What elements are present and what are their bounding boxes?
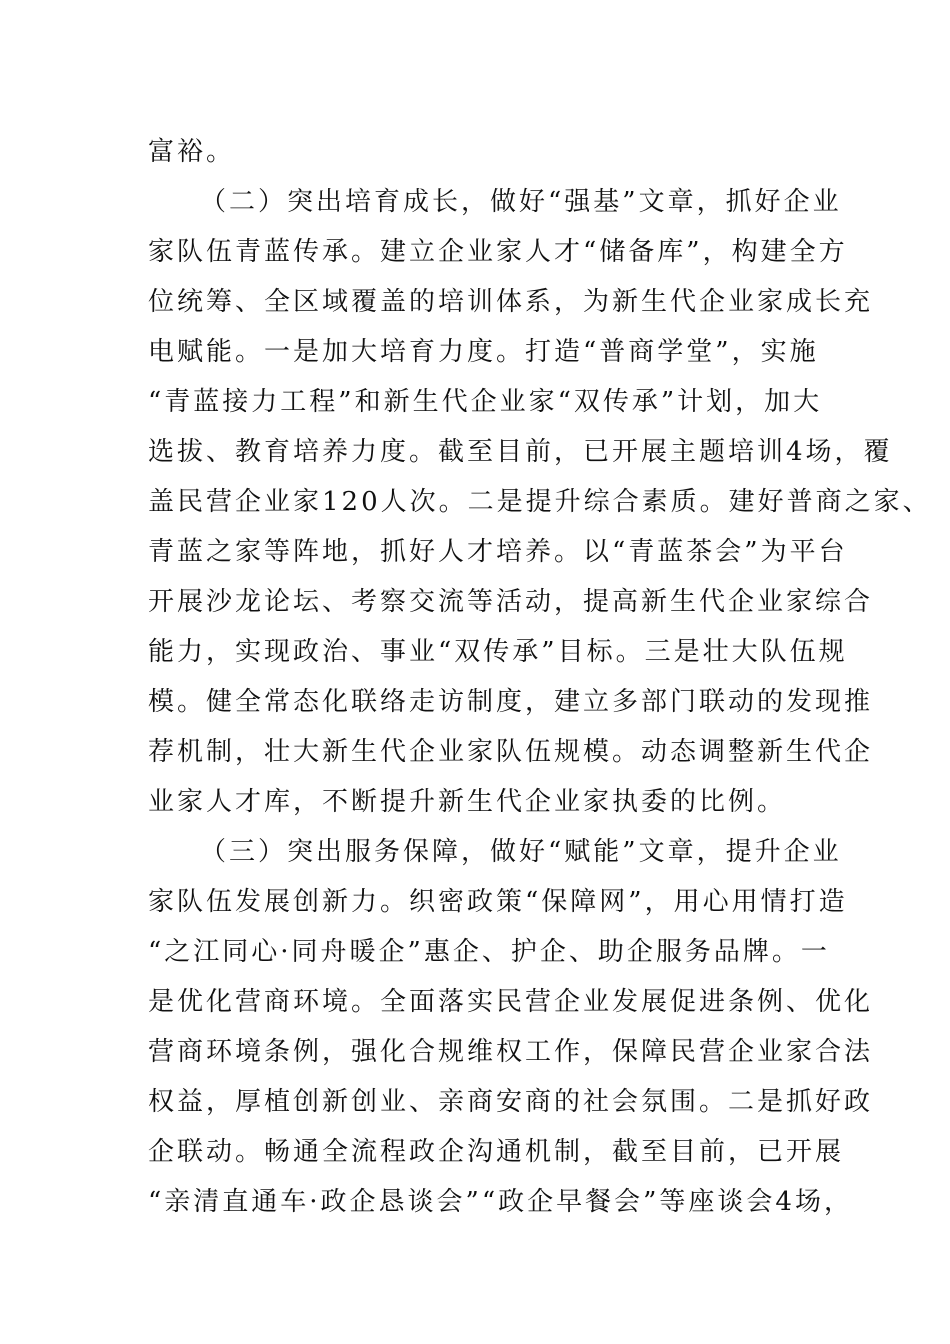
text-line: 开展沙龙论坛、考察交流等活动，提高新生代企业家综合 bbox=[148, 587, 874, 617]
text-line: 营商环境条例，强化合规维权工作，保障民营企业家合法 bbox=[148, 1037, 874, 1067]
text-line: 荐机制，壮大新生代企业家队伍规模。动态调整新生代企 bbox=[148, 737, 874, 767]
text-line: 选拔、教育培养力度。截至目前，已开展主题培训4场，覆 bbox=[148, 437, 893, 467]
text-line: （二）突出培育成长，做好“强基”文章，抓好企业 bbox=[200, 187, 842, 217]
text-line: 能力，实现政治、事业“双传承”目标。三是壮大队伍规 bbox=[148, 637, 848, 667]
text-line: 是优化营商环境。全面落实民营企业发展促进条例、优化 bbox=[148, 987, 874, 1017]
text-line: 富裕。 bbox=[148, 137, 236, 167]
text-line: 盖民营企业家120人次。二是提升综合素质。建好普商之家、 bbox=[148, 487, 932, 517]
text-line: 位统筹、全区域覆盖的培训体系，为新生代企业家成长充 bbox=[148, 287, 874, 317]
text-line: “亲清直通车·政企恳谈会”“政企早餐会”等座谈会4场， bbox=[148, 1187, 853, 1217]
text-line: 业家人才库，不断提升新生代企业家执委的比例。 bbox=[148, 787, 787, 817]
text-line: 青蓝之家等阵地，抓好人才培养。以“青蓝茶会”为平台 bbox=[148, 537, 848, 567]
text-line: “青蓝接力工程”和新生代企业家“双传承”计划，加大 bbox=[148, 387, 823, 417]
text-line: 权益，厚植创新创业、亲商安商的社会氛围。二是抓好政 bbox=[148, 1087, 874, 1117]
text-line: 企联动。畅通全流程政企沟通机制，截至目前，已开展 bbox=[148, 1137, 845, 1167]
text-line: （三）突出服务保障，做好“赋能”文章，提升企业 bbox=[200, 837, 842, 867]
text-line: 家队伍青蓝传承。建立企业家人才“储备库”，构建全方 bbox=[148, 237, 848, 267]
text-line: “之江同心·同舟暖企”惠企、护企、助企服务品牌。一 bbox=[148, 937, 830, 967]
text-line: 家队伍发展创新力。织密政策“保障网”，用心用情打造 bbox=[148, 887, 848, 917]
text-line: 电赋能。一是加大培育力度。打造“普商学堂”，实施 bbox=[148, 337, 819, 367]
text-line: 模。健全常态化联络走访制度，建立多部门联动的发现推 bbox=[148, 687, 874, 717]
